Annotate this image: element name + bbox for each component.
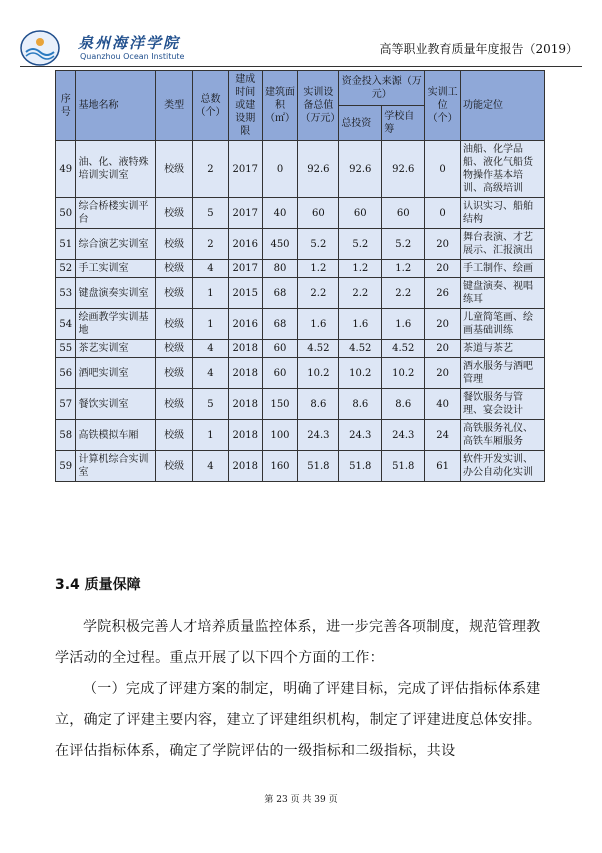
cell-name: 手工实训室 bbox=[76, 260, 156, 278]
cell-year: 2018 bbox=[228, 358, 262, 389]
cell-self: 2.2 bbox=[382, 278, 425, 309]
cell-func: 高铁服务礼仪、高铁车厢服务 bbox=[461, 420, 545, 451]
cell-invest: 8.6 bbox=[339, 389, 382, 420]
cell-name: 酒吧实训室 bbox=[76, 358, 156, 389]
cell-func: 认识实习、船舶结构 bbox=[461, 198, 545, 229]
cell-stations: 26 bbox=[425, 278, 461, 309]
cell-equip: 10.2 bbox=[298, 358, 339, 389]
cell-type: 校级 bbox=[156, 309, 193, 340]
cell-area: 450 bbox=[262, 229, 298, 260]
cell-name: 综合桥楼实训平台 bbox=[76, 198, 156, 229]
header-divider bbox=[20, 66, 582, 67]
cell-seq: 53 bbox=[56, 278, 76, 309]
cell-self: 5.2 bbox=[382, 229, 425, 260]
cell-count: 1 bbox=[193, 420, 229, 451]
table-row bbox=[56, 198, 545, 229]
cell-self: 4.52 bbox=[382, 340, 425, 358]
cell-func: 儿童简笔画、绘画基础训练 bbox=[461, 309, 545, 340]
cell-stations: 0 bbox=[425, 141, 461, 198]
cell-name: 餐饮实训室 bbox=[76, 389, 156, 420]
cell-type: 校级 bbox=[156, 389, 193, 420]
cell-equip: 60 bbox=[298, 198, 339, 229]
report-title: 高等职业教育质量年度报告（2019） bbox=[379, 42, 578, 56]
cell-func: 键盘演奏、视唱练耳 bbox=[461, 278, 545, 309]
cell-area: 160 bbox=[262, 451, 298, 482]
cell-self: 1.2 bbox=[382, 260, 425, 278]
cell-year: 2016 bbox=[228, 229, 262, 260]
cell-stations: 20 bbox=[425, 358, 461, 389]
cell-stations: 20 bbox=[425, 340, 461, 358]
header-fund-school: 学校自筹 bbox=[382, 106, 425, 141]
table-row bbox=[56, 340, 545, 358]
cell-self: 24.3 bbox=[382, 420, 425, 451]
cell-seq: 51 bbox=[56, 229, 76, 260]
cell-seq: 56 bbox=[56, 358, 76, 389]
cell-type: 校级 bbox=[156, 141, 193, 198]
paragraph-2: （一）完成了评建方案的制定，明确了评建目标，完成了评估指标体系建立，确定了评建主要内容，建立了评建组织机构，制定了评建进度总体安排。在评估指标体系，确定了学院评估的一级指标和二级指标，共设 bbox=[55, 681, 542, 759]
cell-self: 92.6 bbox=[382, 141, 425, 198]
cell-invest: 51.8 bbox=[339, 451, 382, 482]
cell-equip: 4.52 bbox=[298, 340, 339, 358]
cell-year: 2018 bbox=[228, 451, 262, 482]
header-fund-total: 总投资 bbox=[339, 106, 382, 141]
cell-func: 餐饮服务与管理、宴会设计 bbox=[461, 389, 545, 420]
cell-self: 1.6 bbox=[382, 309, 425, 340]
table-row bbox=[56, 260, 545, 278]
cell-name: 键盘演奏实训室 bbox=[76, 278, 156, 309]
cell-invest: 4.52 bbox=[339, 340, 382, 358]
cell-self: 10.2 bbox=[382, 358, 425, 389]
cell-invest: 2.2 bbox=[339, 278, 382, 309]
cell-stations: 0 bbox=[425, 198, 461, 229]
cell-count: 2 bbox=[193, 141, 229, 198]
cell-year: 2016 bbox=[228, 309, 262, 340]
cell-area: 150 bbox=[262, 389, 298, 420]
table-row bbox=[56, 389, 545, 420]
cell-year: 2017 bbox=[228, 141, 262, 198]
cell-type: 校级 bbox=[156, 358, 193, 389]
header-name: 基地名称 bbox=[76, 71, 156, 141]
cell-name: 绘画教学实训基地 bbox=[76, 309, 156, 340]
cell-self: 51.8 bbox=[382, 451, 425, 482]
cell-equip: 2.2 bbox=[298, 278, 339, 309]
cell-type: 校级 bbox=[156, 278, 193, 309]
school-emblem-icon bbox=[20, 30, 60, 66]
cell-seq: 52 bbox=[56, 260, 76, 278]
cell-equip: 5.2 bbox=[298, 229, 339, 260]
header-type: 类型 bbox=[156, 71, 193, 141]
header-equip: 实训设备总值（万元） bbox=[298, 71, 339, 141]
header-stations: 实训工位（个） bbox=[425, 71, 461, 141]
cell-seq: 55 bbox=[56, 340, 76, 358]
table-row bbox=[56, 358, 545, 389]
cell-stations: 61 bbox=[425, 451, 461, 482]
school-name-cn: 泉州海洋学院 bbox=[78, 34, 181, 52]
cell-year: 2017 bbox=[228, 260, 262, 278]
cell-name: 计算机综合实训室 bbox=[76, 451, 156, 482]
cell-area: 68 bbox=[262, 278, 298, 309]
cell-invest: 1.2 bbox=[339, 260, 382, 278]
cell-self: 60 bbox=[382, 198, 425, 229]
table-row bbox=[56, 141, 545, 198]
cell-count: 4 bbox=[193, 358, 229, 389]
cell-count: 2 bbox=[193, 229, 229, 260]
cell-seq: 49 bbox=[56, 141, 76, 198]
cell-invest: 1.6 bbox=[339, 309, 382, 340]
cell-type: 校级 bbox=[156, 260, 193, 278]
header-area: 建筑面积（㎡） bbox=[262, 71, 298, 141]
cell-equip: 1.6 bbox=[298, 309, 339, 340]
cell-type: 校级 bbox=[156, 420, 193, 451]
cell-year: 2018 bbox=[228, 340, 262, 358]
cell-count: 4 bbox=[193, 260, 229, 278]
cell-year: 2015 bbox=[228, 278, 262, 309]
cell-count: 1 bbox=[193, 278, 229, 309]
cell-seq: 50 bbox=[56, 198, 76, 229]
cell-equip: 24.3 bbox=[298, 420, 339, 451]
cell-type: 校级 bbox=[156, 198, 193, 229]
header-func: 功能定位 bbox=[461, 71, 545, 141]
cell-func: 茶道与茶艺 bbox=[461, 340, 545, 358]
cell-area: 0 bbox=[262, 141, 298, 198]
cell-equip: 1.2 bbox=[298, 260, 339, 278]
cell-area: 80 bbox=[262, 260, 298, 278]
cell-func: 油船、化学品船、液化气船货物操作基本培训、高级培训 bbox=[461, 141, 545, 198]
header-seq: 序号 bbox=[56, 71, 76, 141]
cell-invest: 60 bbox=[339, 198, 382, 229]
cell-count: 1 bbox=[193, 309, 229, 340]
header-year: 建成时间或建设期限 bbox=[228, 71, 262, 141]
cell-year: 2018 bbox=[228, 389, 262, 420]
cell-equip: 51.8 bbox=[298, 451, 339, 482]
cell-year: 2018 bbox=[228, 420, 262, 451]
cell-name: 油、化、液特殊培训实训室 bbox=[76, 141, 156, 198]
cell-name: 综合演艺实训室 bbox=[76, 229, 156, 260]
cell-count: 5 bbox=[193, 198, 229, 229]
cell-stations: 40 bbox=[425, 389, 461, 420]
cell-invest: 24.3 bbox=[339, 420, 382, 451]
page-header bbox=[20, 28, 582, 68]
cell-type: 校级 bbox=[156, 340, 193, 358]
table-row bbox=[56, 309, 545, 340]
cell-stations: 24 bbox=[425, 420, 461, 451]
header-total: 总数（个） bbox=[193, 71, 229, 141]
school-name-en: Quanzhou Ocean Institute bbox=[80, 52, 185, 61]
cell-func: 舞台表演、才艺展示、汇报演出 bbox=[461, 229, 545, 260]
cell-area: 40 bbox=[262, 198, 298, 229]
cell-func: 酒水服务与酒吧管理 bbox=[461, 358, 545, 389]
section-title: 3.4 质量保障 bbox=[55, 577, 141, 593]
cell-stations: 20 bbox=[425, 260, 461, 278]
cell-equip: 8.6 bbox=[298, 389, 339, 420]
table-row bbox=[56, 451, 545, 482]
cell-equip: 92.6 bbox=[298, 141, 339, 198]
cell-name: 高铁模拟车厢 bbox=[76, 420, 156, 451]
cell-seq: 57 bbox=[56, 389, 76, 420]
cell-year: 2017 bbox=[228, 198, 262, 229]
cell-self: 8.6 bbox=[382, 389, 425, 420]
cell-area: 68 bbox=[262, 309, 298, 340]
cell-seq: 54 bbox=[56, 309, 76, 340]
training-base-table bbox=[55, 70, 545, 482]
cell-seq: 58 bbox=[56, 420, 76, 451]
table-row bbox=[56, 278, 545, 309]
cell-invest: 5.2 bbox=[339, 229, 382, 260]
cell-type: 校级 bbox=[156, 229, 193, 260]
page-number: 第 23 页 共 39 页 bbox=[264, 795, 338, 805]
cell-func: 软件开发实训、办公自动化实训 bbox=[461, 451, 545, 482]
cell-invest: 10.2 bbox=[339, 358, 382, 389]
paragraph-1: 学院积极完善人才培养质量监控体系，进一步完善各项制度，规范管理教学活动的全过程。重点开展了以下四个方面的工作： bbox=[55, 619, 541, 666]
table-row bbox=[56, 229, 545, 260]
cell-area: 100 bbox=[262, 420, 298, 451]
cell-stations: 20 bbox=[425, 229, 461, 260]
cell-invest: 92.6 bbox=[339, 141, 382, 198]
header-fund: 资金投入来源（万元） bbox=[339, 71, 425, 106]
cell-func: 手工制作、绘画 bbox=[461, 260, 545, 278]
table-row bbox=[56, 420, 545, 451]
cell-stations: 20 bbox=[425, 309, 461, 340]
cell-count: 5 bbox=[193, 389, 229, 420]
cell-count: 4 bbox=[193, 451, 229, 482]
cell-type: 校级 bbox=[156, 451, 193, 482]
cell-area: 60 bbox=[262, 340, 298, 358]
cell-name: 茶艺实训室 bbox=[76, 340, 156, 358]
cell-count: 4 bbox=[193, 340, 229, 358]
cell-seq: 59 bbox=[56, 451, 76, 482]
cell-area: 60 bbox=[262, 358, 298, 389]
